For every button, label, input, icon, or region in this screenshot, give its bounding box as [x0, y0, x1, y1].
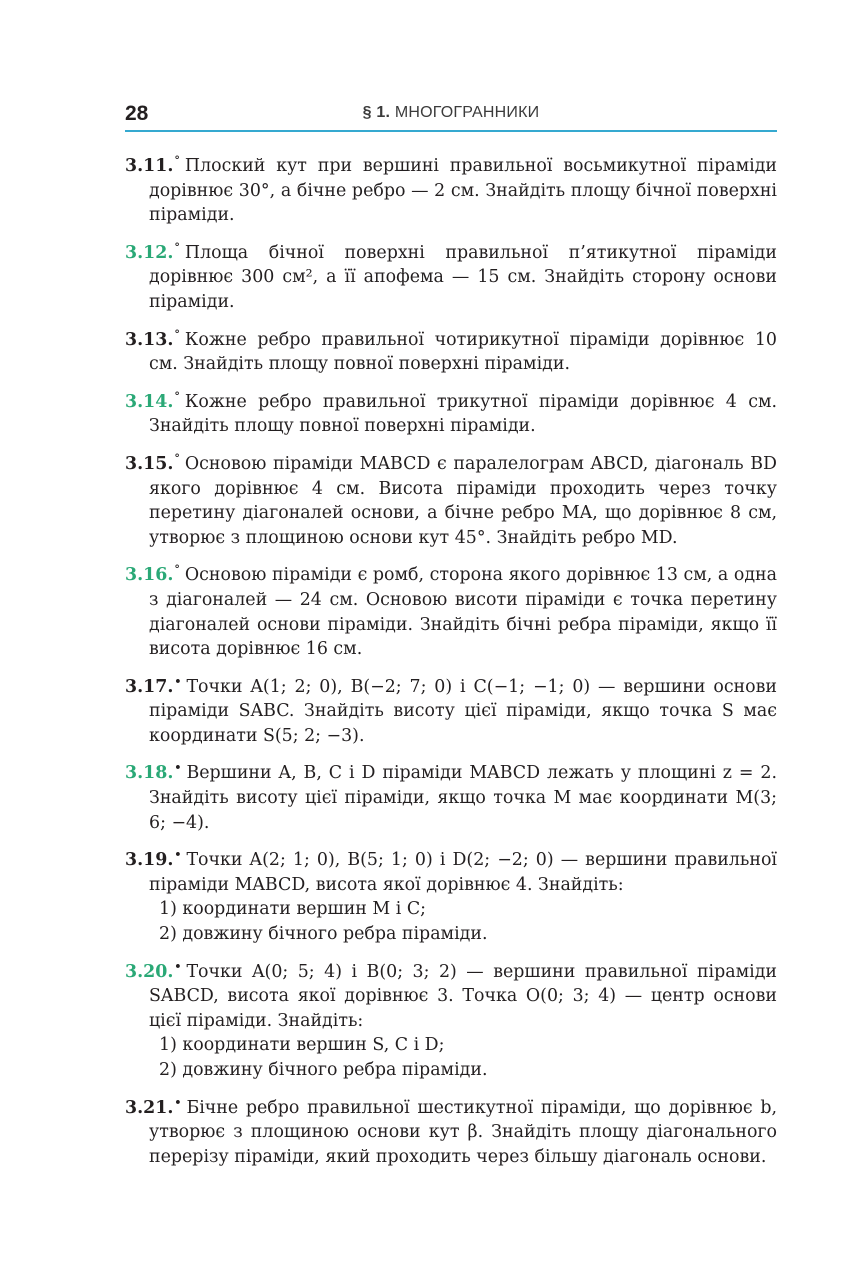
difficulty-mark: •: [174, 848, 182, 862]
section-name: МНОГОГРАННИКИ: [394, 104, 540, 121]
section-title: [125, 104, 777, 122]
problem-item: [125, 323, 777, 377]
problem-text: Основою піраміди є ромб, сторона якого дорівнює 13 см, а одна з діагоналей — 24 см. Основою висоти піраміди є точка перетину діагоналей основи піраміди. Знайдіть бічні ребра піраміди, якщо її висота дорівнює 16 см.: [149, 565, 777, 660]
difficulty-mark: °: [174, 327, 180, 341]
problem-text: Кожне ребро правильної трикутної піраміди дорівнює 4 см. Знайдіть площу повної поверхні піраміди.: [149, 391, 777, 437]
problem-item: [125, 843, 777, 946]
subitem: 2) довжину бічного ребра піраміди.: [159, 1060, 488, 1080]
page-header: [125, 100, 777, 132]
difficulty-mark: •: [174, 674, 182, 688]
difficulty-mark: °: [174, 389, 180, 403]
problem-text: Точки A(2; 1; 0), B(5; 1; 0) і D(2; −2; 0) — вершини правильної піраміди MABCD, висота якої дорівнює 4. Знайдіть:: [149, 850, 777, 895]
difficulty-mark: •: [174, 1095, 182, 1109]
difficulty-mark: °: [174, 154, 180, 167]
subitem: 1) координати вершин M і C;: [159, 899, 426, 920]
subitem: 2) довжину бічного ребра піраміди.: [159, 924, 488, 945]
section-sign: § 1.: [362, 104, 391, 121]
difficulty-mark: •: [174, 761, 182, 775]
difficulty-mark: °: [174, 240, 180, 254]
problem-number: 3.14.: [125, 391, 174, 412]
problem-number: 3.13.: [125, 329, 174, 350]
problem-list: [125, 149, 777, 1177]
problem-number: 3.12.: [125, 242, 174, 263]
problem-text: Точки A(1; 2; 0), B(−2; 7; 0) і C(−1; −1; 0) — вершини основи піраміди SABC. Знайдіть висоту цієї піраміди, якщо точка S має координати S(5; 2; −3).: [149, 676, 777, 746]
problem-number: 3.17.: [125, 676, 174, 697]
subitem-list: [149, 1033, 777, 1082]
problem-text: Основою піраміди MABCD є паралелограм ABCD, діагональ BD якого дорівнює 4 см. Висота піраміди проходить через точку перетину діагоналей основи, а бічне ребро MA, що дорівнює 8 см, утворює з площиною основи кут 45°. Знайдіть ребро MD.: [149, 453, 777, 548]
problem-number: 3.21.: [125, 1097, 174, 1118]
problem-item: [125, 1091, 777, 1170]
problem-text: Кожне ребро правильної чотирикутної піраміди дорівнює 10 см. Знайдіть площу повної поверхні піраміди.: [149, 329, 777, 375]
problem-item: [125, 756, 777, 835]
subitem-list: [149, 897, 777, 946]
problem-number: 3.18.: [125, 763, 174, 784]
problem-text: Бічне ребро правильної шестикутної піраміди, що дорівнює b, утворює з площиною основи кут β. Знайдіть площу діагонального перерізу піраміди, який проходить через більшу діагональ основи.: [149, 1097, 777, 1167]
problem-item: [125, 955, 777, 1083]
problem-item: [125, 149, 777, 228]
subitem: 1) координати вершин S, C і D;: [159, 1035, 445, 1056]
problem-text: Вершини A, B, C і D піраміди MABCD лежать у площині z = 2. Знайдіть висоту цієї піраміди, якщо точка M має координати M(3; 6; −4).: [149, 763, 777, 833]
problem-number: 3.11.: [125, 156, 174, 176]
difficulty-mark: °: [174, 451, 180, 465]
problem-number: 3.19.: [125, 850, 174, 871]
problem-item: [125, 447, 777, 550]
problem-number: 3.15.: [125, 453, 174, 474]
problem-item: [125, 558, 777, 661]
difficulty-mark: •: [174, 959, 182, 973]
problem-number: 3.16.: [125, 565, 174, 586]
problem-number: 3.20.: [125, 961, 174, 982]
page-number: 28: [125, 102, 149, 125]
problem-item: [125, 385, 777, 439]
problem-text: Площа бічної поверхні правильної п’ятикутної піраміди дорівнює 300 см², а її апофема — 15 см. Знайдіть сторону основи піраміди.: [149, 242, 777, 312]
problem-item: [125, 236, 777, 315]
problem-text: Точки A(0; 5; 4) і B(0; 3; 2) — вершини правильної піраміди SABCD, висота якої дорівнює 3. Точка O(0; 3; 4) — центр основи цієї піраміди. Знайдіть:: [149, 961, 777, 1031]
difficulty-mark: °: [174, 563, 180, 577]
problem-text: Плоский кут при вершині правильної восьмикутної піраміди дорівнює 30°, а бічне ребро — 2 см. Знайдіть площу бічної поверхні піраміди.: [149, 156, 777, 226]
problem-item: [125, 670, 777, 749]
